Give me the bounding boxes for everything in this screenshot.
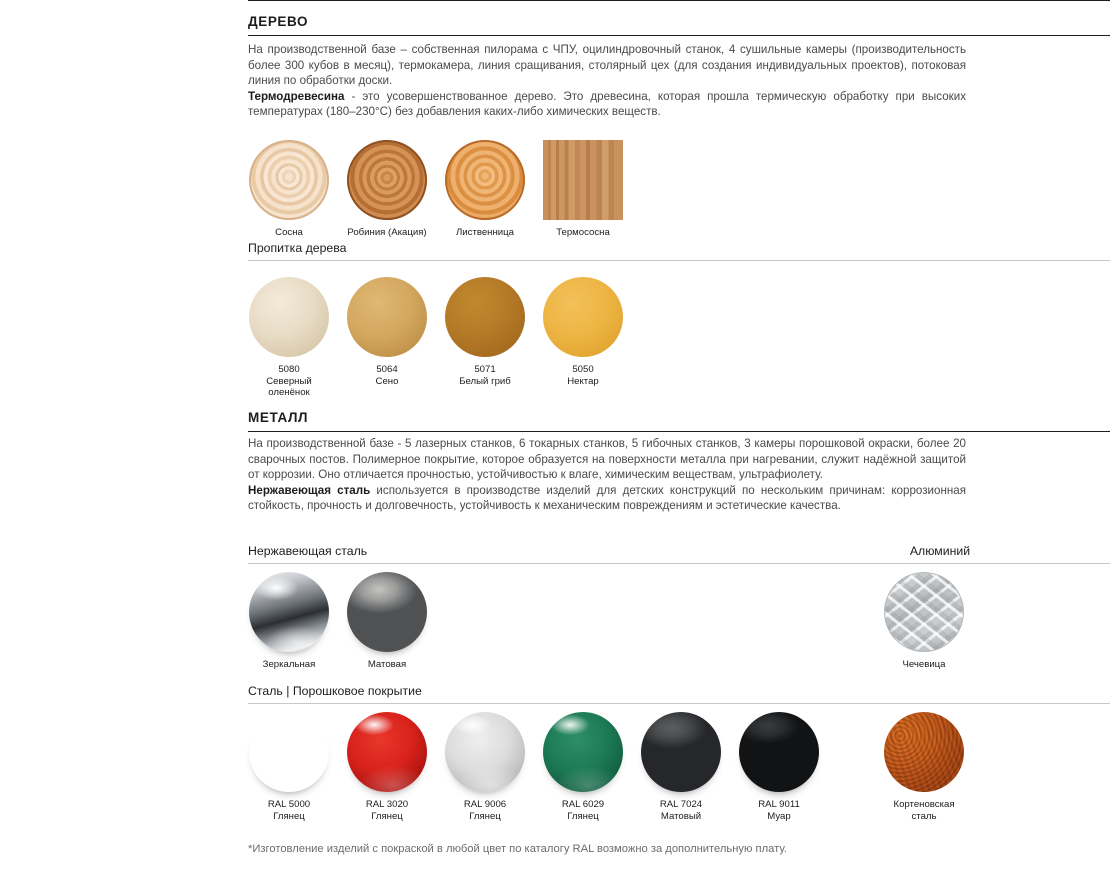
impregnation-swatch-5071-icon (445, 277, 525, 357)
wood-species-item[interactable] (338, 140, 436, 239)
wood-section-header (248, 14, 1110, 36)
listvennica-disc-icon (445, 140, 525, 220)
corten-label-line1: Кортеновская (893, 799, 955, 810)
powder-code: RAL 3020 (365, 799, 409, 810)
powder-code: RAL 7024 (659, 799, 703, 810)
metal-section-header (248, 410, 1110, 432)
metal-paragraph-2-lead: Нержавеющая сталь (248, 483, 371, 497)
impregnation-name-line1: Белый гриб (459, 375, 511, 387)
powder-finish: Глянец (567, 810, 599, 822)
aluminium-item[interactable] (875, 572, 973, 671)
impregnation-name-line1: Сено (375, 375, 399, 387)
impregnation-name-line1: Северный (266, 375, 312, 387)
wood-species-label: Лиственница (456, 227, 514, 238)
ral-6029-sphere-icon (543, 712, 623, 792)
powder-finish: Матовый (660, 810, 702, 822)
impregnation-code: 5064 (376, 364, 398, 375)
stainless-row (240, 572, 436, 671)
impregnation-swatch-5064-icon (347, 277, 427, 357)
footnote: *Изготовление изделий с покраской в любой цвет по каталогу RAL возможно за дополнительную плату. (248, 843, 787, 855)
wood-title-divider (248, 35, 1110, 36)
corten-label-line2: сталь (911, 810, 937, 822)
ral-3020-sphere-icon (347, 712, 427, 792)
aluminium-title: Алюминий (909, 544, 971, 558)
impregnation-name-line2: оленёнок (268, 387, 310, 398)
wood-paragraph-2 (248, 89, 966, 120)
powder-item[interactable] (240, 712, 338, 822)
impregnation-item[interactable] (338, 277, 436, 399)
powder-code: RAL 6029 (561, 799, 605, 810)
aluminium-label: Чечевица (902, 659, 946, 670)
powder-finish: Муар (767, 810, 791, 822)
wood-species-item[interactable] (534, 140, 632, 239)
metal-title-divider (248, 431, 1110, 432)
top-divider (248, 0, 1110, 1)
termososna-board-icon (543, 140, 623, 220)
metal-section-title: МЕТАЛЛ (248, 410, 309, 425)
impregnation-title: Пропитка дерева (248, 241, 347, 255)
stainless-item[interactable] (338, 572, 436, 671)
stainless-title: Нержавеющая сталь (248, 544, 368, 558)
wood-species-item[interactable] (240, 140, 338, 239)
wood-paragraph-2-lead: Термодревесина (248, 89, 345, 103)
ral-9011-sphere-icon (739, 712, 819, 792)
wood-species-label: Сосна (275, 227, 303, 238)
ral-5000-sphere-icon (249, 712, 329, 792)
wood-paragraph-2-rest: - это усовершенствованное дерево. Это древесина, которая прошла термическую обработку при высоких температурах (180–230°С) без добавления каких-либо химических веществ. (248, 89, 966, 119)
powder-item[interactable] (338, 712, 436, 822)
wood-description (248, 42, 966, 120)
powder-divider (248, 703, 1110, 704)
stainless-divider (248, 563, 1110, 564)
impregnation-code: 5050 (572, 364, 594, 375)
powder-code: RAL 9006 (463, 799, 507, 810)
ral-9006-sphere-icon (445, 712, 525, 792)
powder-row (240, 712, 828, 822)
impregnation-code: 5071 (474, 364, 496, 375)
wood-section-title: ДЕРЕВО (248, 14, 309, 29)
corten-item[interactable] (875, 712, 973, 822)
powder-title: Сталь | Порошковое покрытие (248, 684, 422, 698)
stainless-item[interactable] (240, 572, 338, 671)
impregnation-item[interactable] (240, 277, 338, 399)
ral-7024-sphere-icon (641, 712, 721, 792)
powder-item[interactable] (534, 712, 632, 822)
impregnation-name-line1: Нектар (567, 375, 599, 387)
impregnation-code: 5080 (278, 364, 300, 375)
matte-sphere-icon (347, 572, 427, 652)
impregnation-item[interactable] (436, 277, 534, 399)
impregnation-row (240, 277, 632, 399)
powder-item[interactable] (632, 712, 730, 822)
powder-finish: Глянец (469, 810, 501, 822)
powder-item[interactable] (730, 712, 828, 822)
powder-finish: Глянец (273, 810, 305, 822)
powder-finish: Глянец (371, 810, 403, 822)
sosna-disc-icon (249, 140, 329, 220)
impregnation-item[interactable] (534, 277, 632, 399)
powder-code: RAL 5000 (267, 799, 311, 810)
wood-paragraph-1: На производственной базе – собственная пилорама с ЧПУ, оцилиндровочный станок, 4 сушильные камеры (производительность более 300 кубов в месяц), термокамера, линия сращивания, столярный цех (для создания индивидуальных проектов), потоковая линия по обработки доски. (248, 43, 966, 88)
aluminium-lens-plate-icon (884, 572, 964, 652)
aluminium-row (875, 572, 973, 671)
wood-species-row (240, 140, 632, 239)
wood-species-label: Термососна (556, 227, 610, 238)
wood-species-label: Робиния (Акация) (347, 227, 427, 238)
robinia-disc-icon (347, 140, 427, 220)
wood-species-item[interactable] (436, 140, 534, 239)
metal-description (248, 436, 966, 514)
powder-item[interactable] (436, 712, 534, 822)
metal-paragraph-2 (248, 483, 966, 514)
corten-steel-disc-icon (884, 712, 964, 792)
powder-code: RAL 9011 (758, 799, 800, 810)
powder-heading (248, 684, 1110, 704)
impregnation-heading (248, 241, 1110, 261)
metal-paragraph-1: На производственной базе - 5 лазерных станков, 6 токарных станков, 5 гибочных станков, 3 камеры порошковой окраски, более 20 сварочных постов. Полимерное покрытие, которое образуется на поверхности металла при нагревании, служит надёжной защитой от коррозии. Оно отличается прочностью, устойчивостью к влаге, химическим веществам, ультрафиолету. (248, 437, 966, 482)
stainless-label: Матовая (367, 659, 407, 670)
mirror-sphere-icon (249, 572, 329, 652)
impregnation-swatch-5050-icon (543, 277, 623, 357)
metal-paragraph-2-rest: используется в производстве изделий для детских конструкций по нескольким причинам: коррозионная стойкость, прочность и долговечность, устойчивость к механическим повреждениям и эстетические качества. (248, 483, 966, 513)
corten-row (875, 712, 973, 822)
impregnation-divider (248, 260, 1110, 261)
stainless-label: Зеркальная (262, 659, 316, 670)
impregnation-swatch-5080-icon (249, 277, 329, 357)
